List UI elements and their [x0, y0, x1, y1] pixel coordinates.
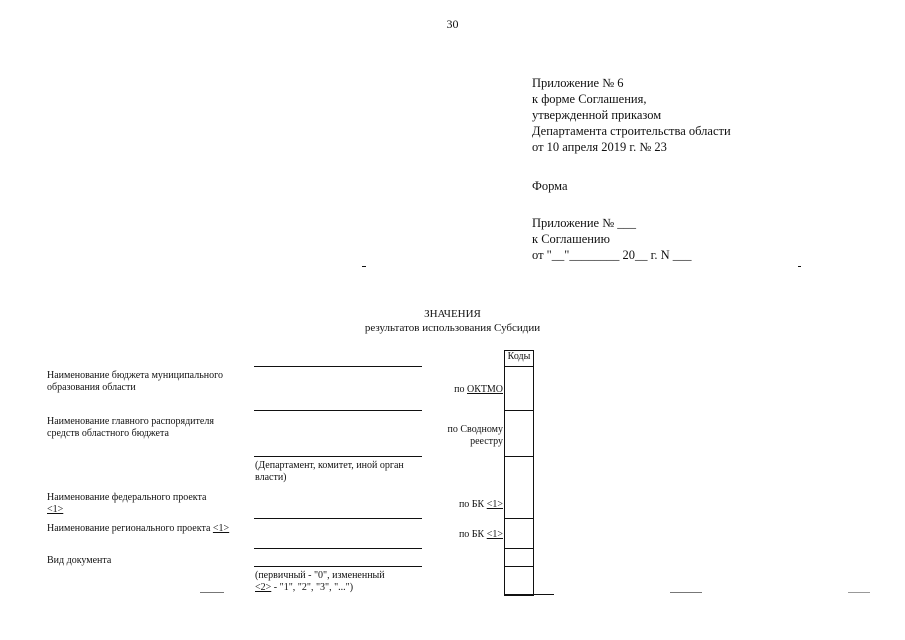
scan-mark: [670, 592, 702, 593]
fill-line: [254, 548, 422, 549]
approval-line: к форме Соглашения,: [532, 92, 647, 106]
codes-divider: [504, 518, 534, 519]
approval-line: от 10 апреля 2019 г. № 23: [532, 140, 667, 154]
scan-mark: [362, 266, 366, 267]
oktmo-link[interactable]: ОКТМО: [467, 384, 503, 395]
fill-line: [254, 566, 422, 567]
annex-line: к Соглашению: [532, 232, 610, 246]
approval-block: [532, 75, 731, 155]
codes-divider: [504, 366, 534, 367]
doc-type-label: Вид документа: [47, 555, 112, 566]
footnote-ref[interactable]: <2>: [255, 581, 272, 593]
doc-hint-pre: (первичный - "0", измененный: [255, 570, 385, 581]
page-number: 30: [446, 17, 459, 31]
document-title: [0, 307, 905, 335]
bk-prefix: по БК: [458, 529, 487, 540]
oktmo-label: [424, 384, 503, 396]
federal-project-label: [47, 492, 262, 515]
approval-line: Приложение № 6: [532, 76, 624, 90]
fill-line: [254, 456, 422, 457]
footnote-ref[interactable]: <1>: [486, 529, 503, 540]
codes-divider: [504, 566, 534, 567]
fill-line: [254, 410, 422, 411]
codes-divider: [504, 594, 554, 595]
manager-hint: (Департамент, комитет, иной орган власти): [255, 460, 404, 483]
codes-divider: [504, 456, 534, 457]
annex-block: [532, 215, 692, 263]
codes-divider: [504, 410, 534, 411]
oktmo-prefix: по: [454, 384, 468, 395]
scan-mark: [798, 266, 801, 267]
scan-mark: [200, 592, 224, 593]
codes-divider: [504, 548, 534, 549]
approval-line: утвержденной приказом: [532, 108, 662, 122]
fill-line: [254, 366, 422, 367]
scan-mark: [848, 592, 870, 593]
bk-prefix: по БК: [458, 499, 487, 510]
footnote-ref[interactable]: <1>: [212, 523, 230, 534]
fill-line: [254, 518, 422, 519]
annex-line: от "__"________ 20__ г. N ___: [532, 248, 692, 262]
codes-column: [504, 350, 534, 596]
federal-project-text: Наименование федерального проекта: [47, 492, 207, 503]
codes-header: Коды: [507, 351, 531, 362]
manager-name-label: Наименование главного распорядителя средств областного бюджета: [47, 416, 214, 439]
title-sub: результатов использования Субсидии: [364, 322, 541, 334]
footnote-ref[interactable]: <1>: [47, 503, 64, 515]
bk-label-federal: [424, 499, 503, 511]
approval-line: Департамента строительства области: [532, 124, 731, 138]
doc-hint-post: - "1", "2", "3", "..."): [271, 581, 354, 593]
footnote-ref[interactable]: <1>: [486, 499, 503, 510]
doc-type-hint: [255, 570, 435, 593]
regional-project-label: [47, 523, 247, 535]
registry-label: по Сводному реестру: [447, 424, 503, 447]
annex-line: Приложение № ___: [532, 216, 637, 230]
regional-project-text: Наименование регионального проекта: [47, 523, 211, 534]
form-label: Форма: [532, 179, 568, 193]
title-main: ЗНАЧЕНИЯ: [424, 308, 481, 320]
bk-label-regional: [424, 529, 503, 541]
budget-name-label: Наименование бюджета муниципального образования области: [47, 370, 223, 393]
